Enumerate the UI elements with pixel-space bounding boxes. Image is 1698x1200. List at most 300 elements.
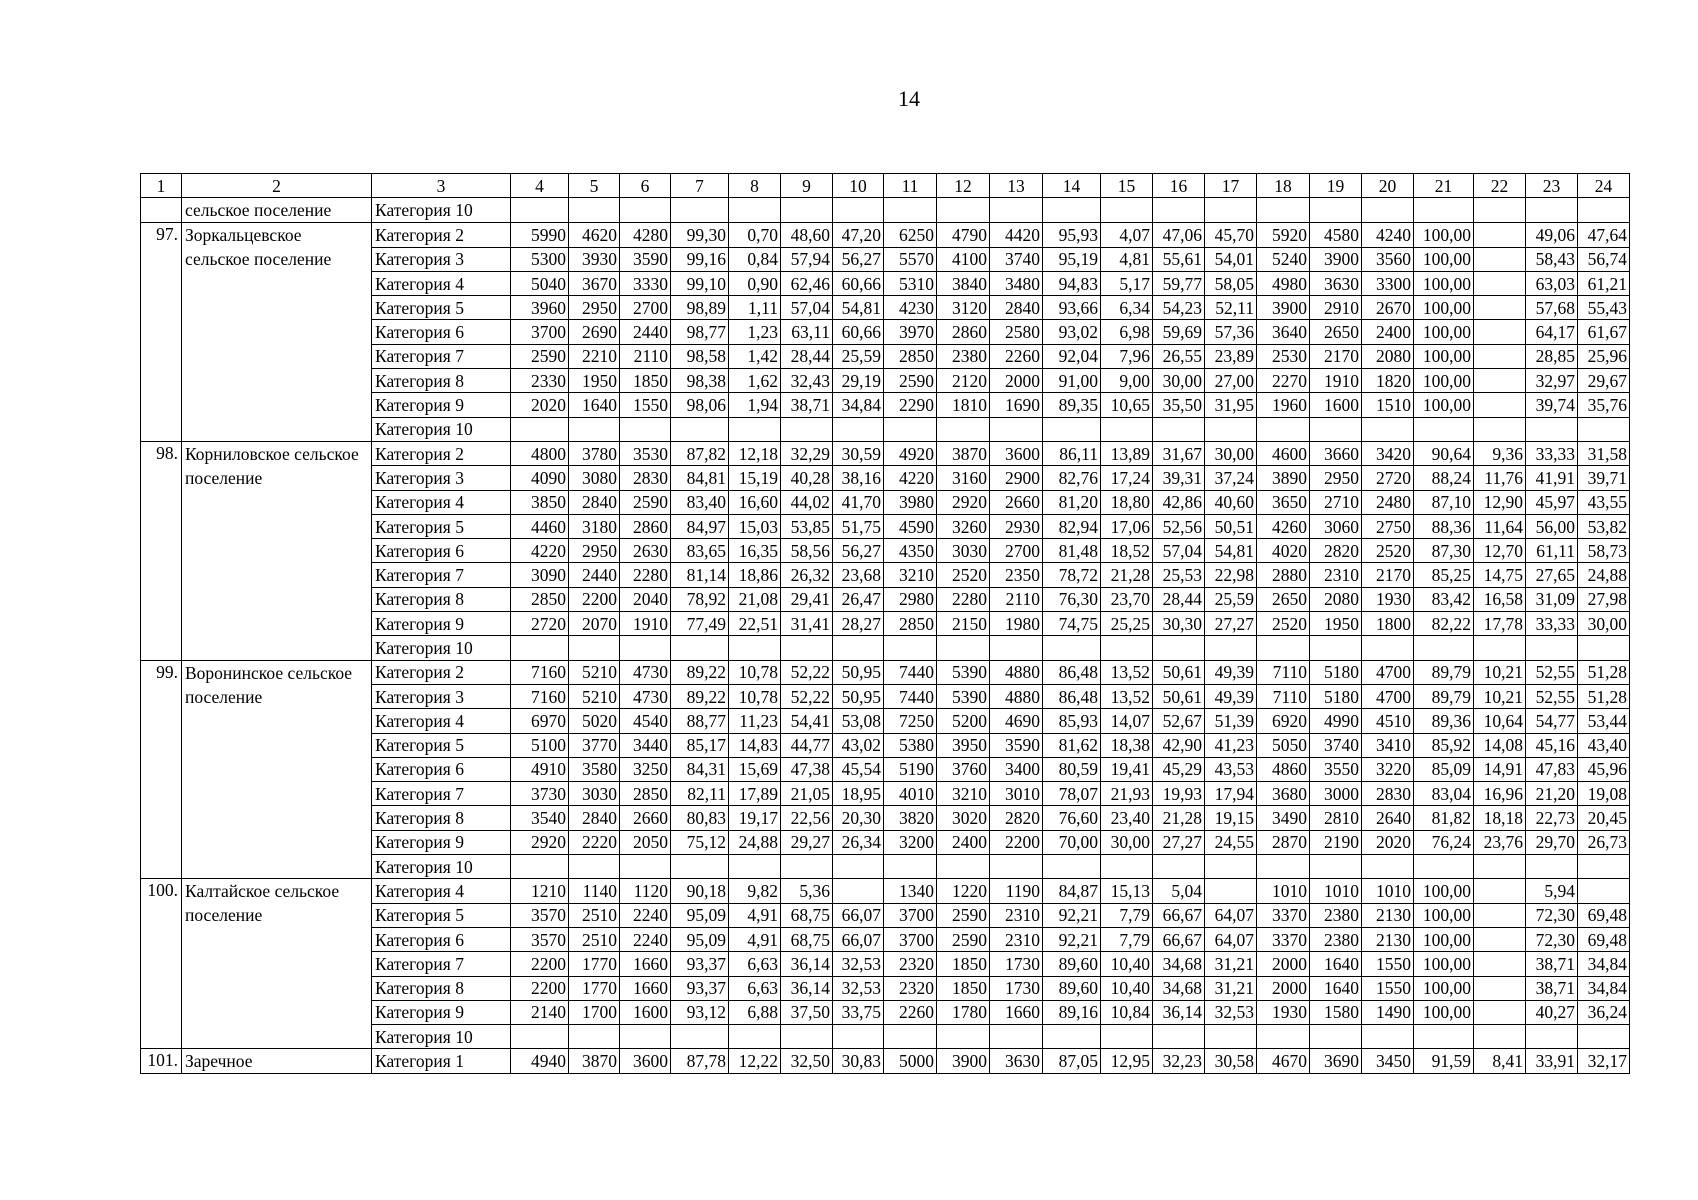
value-cell <box>511 855 569 879</box>
value-cell: 7,79 <box>1101 903 1153 927</box>
settlement-name: сельское поселение <box>182 198 372 223</box>
value-cell: 32,23 <box>1153 1049 1205 1074</box>
value-cell: 89,22 <box>671 684 729 708</box>
value-cell: 2710 <box>1310 490 1362 514</box>
value-cell <box>1153 855 1205 879</box>
value-cell: 2590 <box>937 927 990 951</box>
value-cell: 3260 <box>937 514 990 538</box>
value-cell: 28,44 <box>781 344 833 368</box>
value-cell: 23,40 <box>1101 806 1153 830</box>
value-cell: 87,05 <box>1043 1049 1101 1074</box>
value-cell <box>1205 636 1257 660</box>
value-cell: 4260 <box>1257 514 1310 538</box>
value-cell: 3600 <box>620 1049 671 1074</box>
value-cell: 2320 <box>884 952 937 976</box>
value-cell: 56,00 <box>1526 514 1578 538</box>
value-cell: 2830 <box>620 466 671 490</box>
value-cell: 1690 <box>990 393 1043 417</box>
value-cell: 86,48 <box>1043 660 1101 684</box>
value-cell: 80,59 <box>1043 757 1101 781</box>
value-cell: 23,89 <box>1205 344 1257 368</box>
value-cell: 91,59 <box>1414 1049 1474 1074</box>
value-cell: 48,60 <box>781 223 833 247</box>
value-cell: 43,53 <box>1205 757 1257 781</box>
value-cell: 78,07 <box>1043 782 1101 806</box>
value-cell: 12,22 <box>729 1049 781 1074</box>
column-number: 15 <box>1101 174 1153 198</box>
value-cell: 30,58 <box>1205 1049 1257 1074</box>
value-cell: 1580 <box>1310 1000 1362 1024</box>
value-cell: 26,47 <box>833 587 884 611</box>
value-cell <box>1101 855 1153 879</box>
value-cell: 2860 <box>620 514 671 538</box>
value-cell: 6,63 <box>729 952 781 976</box>
value-cell: 2190 <box>1310 830 1362 854</box>
value-cell: 15,03 <box>729 514 781 538</box>
column-number-row <box>141 174 1630 198</box>
value-cell: 1640 <box>1310 952 1362 976</box>
value-cell: 1640 <box>569 393 620 417</box>
value-cell <box>1474 296 1526 320</box>
value-cell: 78,92 <box>671 587 729 611</box>
category-label: Категория 3 <box>372 684 511 708</box>
value-cell: 44,02 <box>781 490 833 514</box>
table-row <box>141 660 1630 684</box>
value-cell: 3700 <box>884 927 937 951</box>
value-cell <box>671 636 729 660</box>
value-cell <box>1205 1025 1257 1049</box>
value-cell: 82,11 <box>671 782 729 806</box>
value-cell: 98,38 <box>671 369 729 393</box>
category-label: Категория 5 <box>372 903 511 927</box>
value-cell: 54,81 <box>1205 539 1257 563</box>
value-cell <box>1101 636 1153 660</box>
value-cell: 4,81 <box>1101 247 1153 271</box>
category-label: Категория 9 <box>372 830 511 854</box>
value-cell: 3090 <box>511 563 569 587</box>
value-cell: 4090 <box>511 466 569 490</box>
value-cell: 2140 <box>511 1000 569 1024</box>
value-cell: 15,19 <box>729 466 781 490</box>
value-cell: 2400 <box>937 830 990 854</box>
value-cell <box>1414 1025 1474 1049</box>
value-cell: 1220 <box>937 879 990 903</box>
value-cell: 87,10 <box>1414 490 1474 514</box>
value-cell: 58,73 <box>1578 539 1630 563</box>
value-cell: 32,43 <box>781 369 833 393</box>
value-cell: 41,23 <box>1205 733 1257 757</box>
value-cell: 26,32 <box>781 563 833 587</box>
value-cell: 14,83 <box>729 733 781 757</box>
value-cell: 4280 <box>620 223 671 247</box>
value-cell: 100,00 <box>1414 296 1474 320</box>
value-cell: 82,22 <box>1414 612 1474 636</box>
value-cell: 4,91 <box>729 903 781 927</box>
value-cell: 18,52 <box>1101 539 1153 563</box>
column-number: 6 <box>620 174 671 198</box>
value-cell: 47,38 <box>781 757 833 781</box>
value-cell: 9,82 <box>729 879 781 903</box>
value-cell: 3630 <box>1310 271 1362 295</box>
value-cell: 85,17 <box>671 733 729 757</box>
value-cell: 3820 <box>884 806 937 830</box>
value-cell: 56,27 <box>833 247 884 271</box>
value-cell <box>833 855 884 879</box>
value-cell: 3020 <box>937 806 990 830</box>
value-cell: 22,98 <box>1205 563 1257 587</box>
value-cell: 3900 <box>1257 296 1310 320</box>
value-cell: 2130 <box>1362 927 1414 951</box>
value-cell: 38,71 <box>781 393 833 417</box>
column-number: 20 <box>1362 174 1414 198</box>
value-cell: 5020 <box>569 709 620 733</box>
value-cell: 53,44 <box>1578 709 1630 733</box>
value-cell <box>1526 417 1578 441</box>
value-cell: 100,00 <box>1414 271 1474 295</box>
value-cell: 51,75 <box>833 514 884 538</box>
value-cell <box>1474 320 1526 344</box>
value-cell: 54,81 <box>833 296 884 320</box>
value-cell: 89,79 <box>1414 684 1474 708</box>
value-cell <box>937 417 990 441</box>
value-cell: 93,02 <box>1043 320 1101 344</box>
value-cell: 2520 <box>1257 612 1310 636</box>
value-cell <box>1474 1025 1526 1049</box>
value-cell: 68,75 <box>781 927 833 951</box>
value-cell: 7110 <box>1257 684 1310 708</box>
value-cell <box>1362 636 1414 660</box>
value-cell: 45,70 <box>1205 223 1257 247</box>
value-cell: 1820 <box>1362 369 1414 393</box>
value-cell <box>569 417 620 441</box>
value-cell <box>1310 417 1362 441</box>
value-cell <box>1043 855 1101 879</box>
value-cell: 52,22 <box>781 660 833 684</box>
value-cell <box>781 198 833 223</box>
value-cell: 49,39 <box>1205 684 1257 708</box>
value-cell: 99,16 <box>671 247 729 271</box>
value-cell: 52,55 <box>1526 684 1578 708</box>
value-cell: 5570 <box>884 247 937 271</box>
value-cell: 4700 <box>1362 684 1414 708</box>
value-cell: 1600 <box>1310 393 1362 417</box>
value-cell <box>1205 879 1257 903</box>
value-cell: 77,49 <box>671 612 729 636</box>
value-cell: 3600 <box>990 441 1043 465</box>
value-cell: 17,94 <box>1205 782 1257 806</box>
value-cell: 1210 <box>511 879 569 903</box>
value-cell: 53,85 <box>781 514 833 538</box>
value-cell: 6,88 <box>729 1000 781 1024</box>
value-cell: 27,65 <box>1526 563 1578 587</box>
value-cell <box>1310 1025 1362 1049</box>
value-cell: 28,44 <box>1153 587 1205 611</box>
value-cell: 63,11 <box>781 320 833 344</box>
value-cell: 2700 <box>620 296 671 320</box>
value-cell <box>1526 636 1578 660</box>
value-cell <box>671 198 729 223</box>
value-cell: 2840 <box>569 806 620 830</box>
value-cell <box>1474 1000 1526 1024</box>
value-cell <box>1101 1025 1153 1049</box>
value-cell: 2920 <box>937 490 990 514</box>
value-cell: 40,60 <box>1205 490 1257 514</box>
settlement-number: 101. <box>141 1049 182 1074</box>
value-cell: 56,27 <box>833 539 884 563</box>
value-cell: 6920 <box>1257 709 1310 733</box>
value-cell: 87,82 <box>671 441 729 465</box>
value-cell <box>1257 855 1310 879</box>
value-cell: 2120 <box>937 369 990 393</box>
value-cell <box>781 636 833 660</box>
value-cell: 2590 <box>937 903 990 927</box>
column-number: 12 <box>937 174 990 198</box>
value-cell: 10,21 <box>1474 684 1526 708</box>
value-cell: 36,14 <box>1153 1000 1205 1024</box>
value-cell: 66,67 <box>1153 927 1205 951</box>
value-cell: 21,08 <box>729 587 781 611</box>
value-cell: 2750 <box>1362 514 1414 538</box>
value-cell: 1700 <box>569 1000 620 1024</box>
value-cell: 3580 <box>569 757 620 781</box>
column-number: 19 <box>1310 174 1362 198</box>
value-cell <box>620 636 671 660</box>
category-label: Категория 2 <box>372 441 511 465</box>
value-cell: 0,70 <box>729 223 781 247</box>
value-cell: 4220 <box>884 466 937 490</box>
value-cell: 35,50 <box>1153 393 1205 417</box>
value-cell: 30,00 <box>1578 612 1630 636</box>
value-cell: 3080 <box>569 466 620 490</box>
value-cell: 100,00 <box>1414 1000 1474 1024</box>
value-cell <box>620 417 671 441</box>
value-cell: 2520 <box>1362 539 1414 563</box>
category-label: Категория 8 <box>372 806 511 830</box>
value-cell: 85,09 <box>1414 757 1474 781</box>
value-cell <box>569 636 620 660</box>
value-cell: 4860 <box>1257 757 1310 781</box>
value-cell: 2820 <box>990 806 1043 830</box>
value-cell: 60,66 <box>833 320 884 344</box>
value-cell: 54,41 <box>781 709 833 733</box>
value-cell <box>671 1025 729 1049</box>
value-cell: 61,67 <box>1578 320 1630 344</box>
value-cell: 2000 <box>990 369 1043 393</box>
value-cell: 2240 <box>620 903 671 927</box>
value-cell: 1,94 <box>729 393 781 417</box>
value-cell: 15,13 <box>1101 879 1153 903</box>
value-cell: 31,21 <box>1205 952 1257 976</box>
value-cell: 2840 <box>569 490 620 514</box>
column-number: 14 <box>1043 174 1101 198</box>
value-cell: 21,93 <box>1101 782 1153 806</box>
value-cell: 1810 <box>937 393 990 417</box>
value-cell: 24,88 <box>729 830 781 854</box>
value-cell: 4420 <box>990 223 1043 247</box>
value-cell <box>833 1025 884 1049</box>
value-cell: 2320 <box>884 976 937 1000</box>
value-cell: 81,20 <box>1043 490 1101 514</box>
value-cell: 32,17 <box>1578 1049 1630 1074</box>
value-cell: 1850 <box>937 976 990 1000</box>
category-label: Категория 8 <box>372 976 511 1000</box>
value-cell: 5390 <box>937 684 990 708</box>
value-cell <box>511 198 569 223</box>
value-cell <box>511 636 569 660</box>
value-cell: 83,65 <box>671 539 729 563</box>
value-cell <box>833 417 884 441</box>
column-number: 17 <box>1205 174 1257 198</box>
value-cell: 4730 <box>620 660 671 684</box>
value-cell: 44,77 <box>781 733 833 757</box>
value-cell: 2590 <box>511 344 569 368</box>
value-cell: 2350 <box>990 563 1043 587</box>
value-cell <box>1474 636 1526 660</box>
value-cell <box>1043 198 1101 223</box>
value-cell: 2510 <box>569 903 620 927</box>
value-cell: 7,79 <box>1101 927 1153 951</box>
value-cell: 1010 <box>1362 879 1414 903</box>
value-cell <box>729 417 781 441</box>
value-cell <box>884 855 937 879</box>
value-cell: 31,67 <box>1153 441 1205 465</box>
value-cell: 84,31 <box>671 757 729 781</box>
value-cell: 5300 <box>511 247 569 271</box>
value-cell: 100,00 <box>1414 952 1474 976</box>
value-cell: 2310 <box>1310 563 1362 587</box>
value-cell: 2260 <box>884 1000 937 1024</box>
value-cell: 6,34 <box>1101 296 1153 320</box>
value-cell: 12,70 <box>1474 539 1526 563</box>
column-number: 10 <box>833 174 884 198</box>
value-cell: 2240 <box>620 927 671 951</box>
value-cell: 51,28 <box>1578 684 1630 708</box>
value-cell: 91,00 <box>1043 369 1101 393</box>
value-cell: 2820 <box>1310 539 1362 563</box>
value-cell: 2850 <box>884 612 937 636</box>
value-cell: 85,25 <box>1414 563 1474 587</box>
value-cell: 1,23 <box>729 320 781 344</box>
value-cell: 3220 <box>1362 757 1414 781</box>
value-cell: 58,43 <box>1526 247 1578 271</box>
value-cell: 100,00 <box>1414 344 1474 368</box>
value-cell: 2050 <box>620 830 671 854</box>
value-cell: 7250 <box>884 709 937 733</box>
value-cell: 2200 <box>511 976 569 1000</box>
value-cell: 4790 <box>937 223 990 247</box>
value-cell: 2380 <box>1310 927 1362 951</box>
value-cell: 89,16 <box>1043 1000 1101 1024</box>
value-cell: 5,36 <box>781 879 833 903</box>
value-cell: 43,40 <box>1578 733 1630 757</box>
value-cell: 2510 <box>569 927 620 951</box>
value-cell: 3640 <box>1257 320 1310 344</box>
value-cell: 12,95 <box>1101 1049 1153 1074</box>
value-cell: 1770 <box>569 952 620 976</box>
value-cell: 28,27 <box>833 612 884 636</box>
value-cell: 100,00 <box>1414 903 1474 927</box>
value-cell: 6,63 <box>729 976 781 1000</box>
value-cell: 3590 <box>620 247 671 271</box>
value-cell: 95,19 <box>1043 247 1101 271</box>
value-cell: 1660 <box>620 952 671 976</box>
value-cell: 5040 <box>511 271 569 295</box>
category-label: Категория 6 <box>372 320 511 344</box>
value-cell: 61,21 <box>1578 271 1630 295</box>
value-cell: 25,96 <box>1578 344 1630 368</box>
value-cell: 25,25 <box>1101 612 1153 636</box>
value-cell: 17,24 <box>1101 466 1153 490</box>
value-cell: 3740 <box>990 247 1043 271</box>
value-cell: 3400 <box>990 757 1043 781</box>
value-cell: 1550 <box>1362 976 1414 1000</box>
value-cell: 10,21 <box>1474 660 1526 684</box>
value-cell: 19,41 <box>1101 757 1153 781</box>
value-cell: 25,59 <box>1205 587 1257 611</box>
value-cell: 5050 <box>1257 733 1310 757</box>
value-cell: 30,00 <box>1153 369 1205 393</box>
value-cell: 3850 <box>511 490 569 514</box>
value-cell <box>569 198 620 223</box>
value-cell: 1800 <box>1362 612 1414 636</box>
category-label: Категория 9 <box>372 612 511 636</box>
value-cell: 1660 <box>990 1000 1043 1024</box>
value-cell: 3370 <box>1257 927 1310 951</box>
category-label: Категория 4 <box>372 709 511 733</box>
value-cell: 54,01 <box>1205 247 1257 271</box>
value-cell: 3450 <box>1362 1049 1414 1074</box>
value-cell <box>884 417 937 441</box>
value-cell: 4,91 <box>729 927 781 951</box>
value-cell: 53,08 <box>833 709 884 733</box>
value-cell: 33,33 <box>1526 612 1578 636</box>
column-number: 9 <box>781 174 833 198</box>
value-cell: 64,07 <box>1205 903 1257 927</box>
value-cell: 2850 <box>511 587 569 611</box>
value-cell: 63,03 <box>1526 271 1578 295</box>
value-cell: 3370 <box>1257 903 1310 927</box>
value-cell: 2440 <box>620 320 671 344</box>
value-cell: 2950 <box>1310 466 1362 490</box>
value-cell: 45,96 <box>1578 757 1630 781</box>
value-cell: 5990 <box>511 223 569 247</box>
value-cell: 5100 <box>511 733 569 757</box>
value-cell: 3530 <box>620 441 671 465</box>
value-cell: 3970 <box>884 320 937 344</box>
value-cell: 1730 <box>990 976 1043 1000</box>
value-cell: 1660 <box>620 976 671 1000</box>
value-cell: 30,00 <box>1205 441 1257 465</box>
value-cell: 2630 <box>620 539 671 563</box>
category-label: Категория 4 <box>372 490 511 514</box>
value-cell: 1600 <box>620 1000 671 1024</box>
value-cell: 93,37 <box>671 952 729 976</box>
value-cell <box>1414 198 1474 223</box>
value-cell: 3030 <box>569 782 620 806</box>
value-cell: 2870 <box>1257 830 1310 854</box>
value-cell: 1980 <box>990 612 1043 636</box>
value-cell: 10,64 <box>1474 709 1526 733</box>
value-cell: 3420 <box>1362 441 1414 465</box>
value-cell <box>833 636 884 660</box>
value-cell: 47,20 <box>833 223 884 247</box>
value-cell: 1960 <box>1257 393 1310 417</box>
value-cell: 40,27 <box>1526 1000 1578 1024</box>
value-cell: 84,81 <box>671 466 729 490</box>
value-cell <box>620 1025 671 1049</box>
value-cell: 3890 <box>1257 466 1310 490</box>
value-cell: 25,53 <box>1153 563 1205 587</box>
